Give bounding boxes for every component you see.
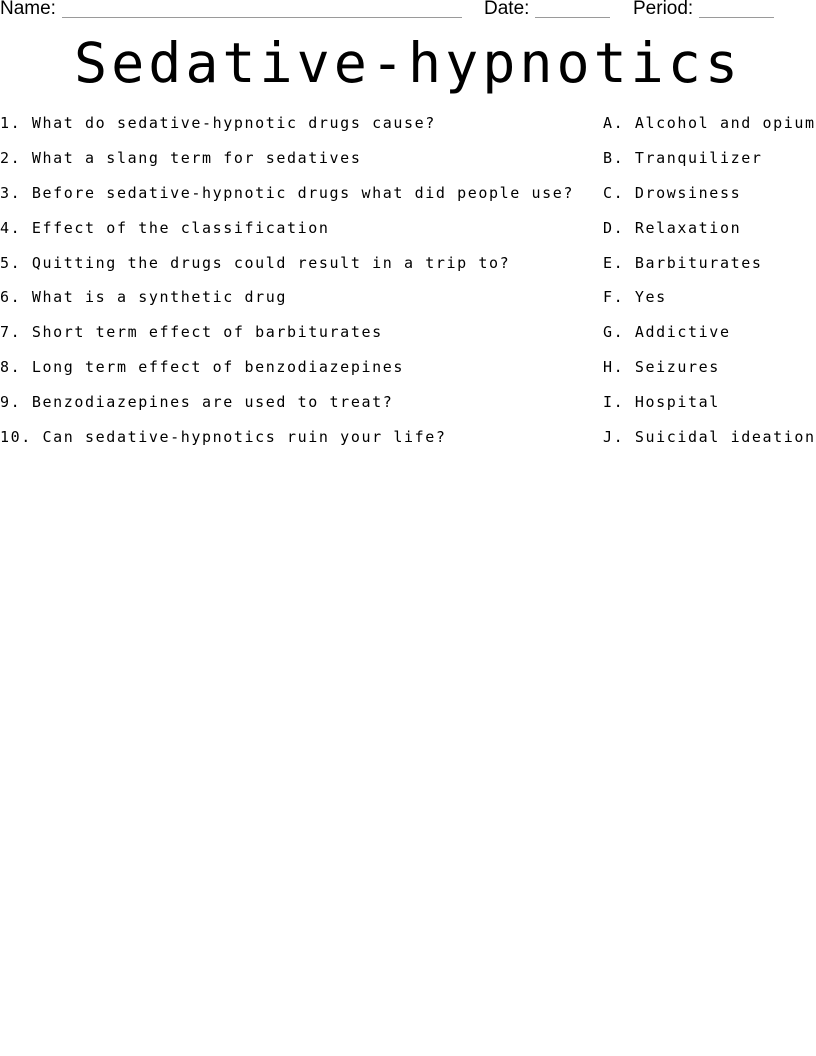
period-label: Period: — [633, 0, 694, 19]
page-title: Sedative-hypnotics — [73, 31, 743, 95]
answer-item: A. Alcohol and opium — [603, 114, 816, 132]
answer-item: D. Relaxation — [603, 218, 742, 237]
answer-item: B. Tranquilizer — [603, 148, 763, 167]
question-item: 4. Effect of the classification — [0, 218, 330, 237]
answer-item: H. Seizures — [603, 358, 720, 377]
name-line — [62, 17, 462, 18]
question-item: 9. Benzodiazepines are used to treat? — [0, 393, 394, 412]
question-item: 5. Quitting the drugs could result in a trip to? — [0, 253, 511, 272]
question-item: 6. What is a synthetic drug — [0, 288, 288, 307]
answer-item: F. Yes — [603, 288, 667, 307]
answer-list — [603, 113, 816, 462]
question-item: 10. Can sedative-hypnotics ruin your life? — [0, 428, 447, 447]
date-line — [535, 17, 610, 18]
answer-item: E. Barbiturates — [603, 253, 763, 272]
answer-item: G. Addictive — [603, 323, 731, 342]
worksheet-header — [0, 0, 816, 22]
period-line — [699, 17, 774, 18]
answer-item: C. Drowsiness — [603, 183, 742, 202]
question-item: 8. Long term effect of benzodiazepines — [0, 358, 404, 377]
question-item: 1. What do sedative-hypnotic drugs cause? — [0, 114, 436, 132]
question-item: 3. Before sedative-hypnotic drugs what did people use? — [0, 183, 575, 202]
name-label: Name: — [0, 0, 56, 19]
answer-item: I. Hospital — [603, 393, 720, 412]
question-item: 2. What a slang term for sedatives — [0, 148, 362, 167]
question-item: 7. Short term effect of barbiturates — [0, 323, 383, 342]
question-list — [0, 113, 574, 462]
date-label: Date: — [484, 0, 530, 19]
answer-item: J. Suicidal ideation — [603, 428, 816, 447]
